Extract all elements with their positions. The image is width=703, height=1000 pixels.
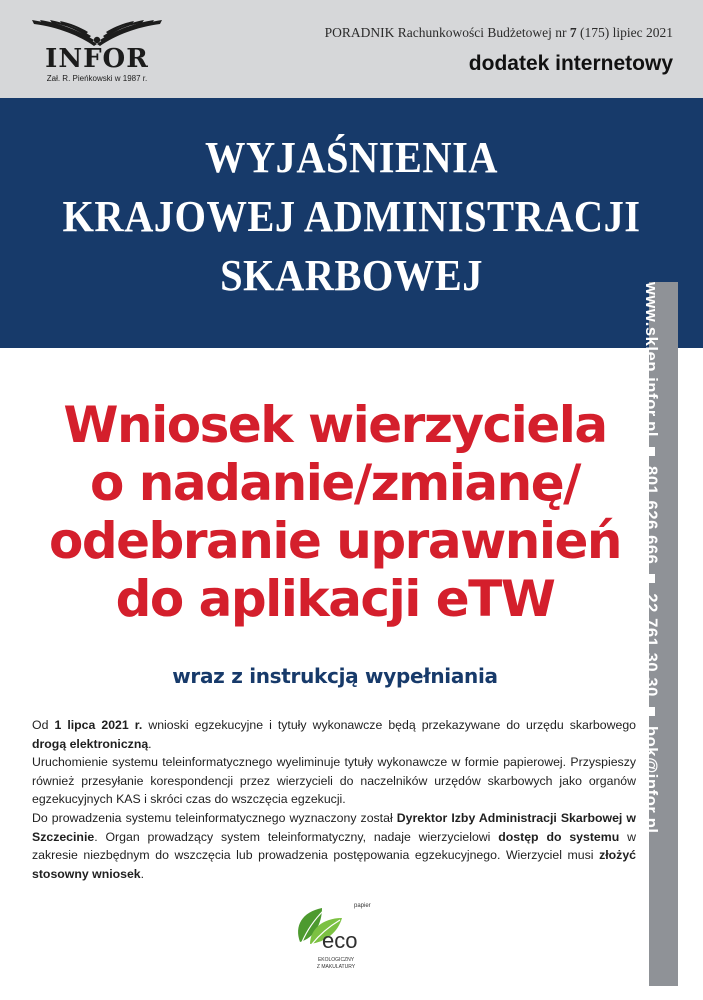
text-run: w zakresie niezbędnym do wszczęcia lub prowadzenia postępowania egzekucyjnego. Wierzyciel musi <box>32 829 636 863</box>
text-run: wnioski egzekucyjne i tytuły wykonawcze będą przekazywane do urzędu skarbowego <box>142 718 636 732</box>
infor-logo <box>28 14 166 86</box>
supplement-label: dodatek internetowy <box>468 52 673 75</box>
eco-top-label: papier <box>354 903 371 909</box>
eco-caption: EKOLOGICZNY <box>317 957 355 963</box>
logo-wordmark: INFOR <box>45 44 149 74</box>
document-title-line: o nadanie/zmianę/ <box>90 454 580 512</box>
series-title-line: WYJAŚNIENIA <box>205 133 498 182</box>
square-separator-icon <box>647 574 656 583</box>
issue-number: 7 <box>569 25 577 40</box>
eco-paper-badge <box>288 898 384 972</box>
paragraph: Uruchomienie systemu teleinformatycznego wyeliminuje tytuły wykonawcze w formie papierowej. Przyspieszy również przesyłanie korespondencji przez wierzycieli do naczelników urzędów skarbowych jako organów egzekucyjnych KAS i skróci czas do wszczęcia egzekucji. <box>32 755 636 807</box>
eco-caption: Z MAKULATURY <box>316 964 356 970</box>
shop-url: www.sklep.infor.pl <box>642 282 660 438</box>
intro-text <box>32 716 636 883</box>
square-separator-icon <box>647 447 656 456</box>
document-title-line: do aplikacji eTW <box>115 570 555 628</box>
text-run: . Organ prowadzący system teleinformatyczny, nadaje wierzycielowi <box>94 829 499 844</box>
phone-number: 22 761 30 30 <box>642 593 660 697</box>
text-run: Do prowadzenia systemu teleinformatycznego wyznaczony został <box>32 810 397 825</box>
emphasis: Dyrektor Izby Administracji Skarbowej w Szczecinie <box>32 810 636 844</box>
series-title-line: SKARBOWEJ <box>220 251 483 300</box>
emphasis: dostęp do systemu <box>498 829 620 844</box>
publication-line <box>325 25 673 41</box>
eco-word: eco <box>322 928 358 953</box>
emphasis: 1 lipca 2021 r. <box>54 718 143 732</box>
document-title-line: odebranie uprawnień <box>48 512 621 570</box>
contact-strip-text <box>639 282 663 964</box>
emphasis: drogą elektroniczną <box>32 736 149 751</box>
text-run: Od <box>32 718 55 732</box>
text-run: . <box>148 736 152 751</box>
paragraph <box>32 716 636 753</box>
text-run: . <box>140 866 145 881</box>
document-title <box>30 396 640 628</box>
series-title <box>28 128 675 305</box>
wings-icon <box>28 14 166 48</box>
emphasis: złożyć stosowny wniosek <box>32 848 636 881</box>
paragraph <box>32 809 636 883</box>
document-subtitle: wraz z instrukcją wypełniania <box>172 664 498 688</box>
document-title-line: Wniosek wierzyciela <box>63 396 607 454</box>
phone-number: 801 626 666 <box>642 466 660 565</box>
series-title-line: KRAJOWEJ ADMINISTRACJI <box>62 192 641 241</box>
logo-founded-note: Zał. R. Pieńkowski w 1987 r. <box>46 74 148 83</box>
publication-prefix: PORADNIK Rachunkowości Budżetowej nr <box>324 25 570 40</box>
issue-details: (175) lipiec 2021 <box>576 25 673 40</box>
square-separator-icon <box>647 707 656 716</box>
contact-email: bok@infor.pl <box>642 725 660 834</box>
